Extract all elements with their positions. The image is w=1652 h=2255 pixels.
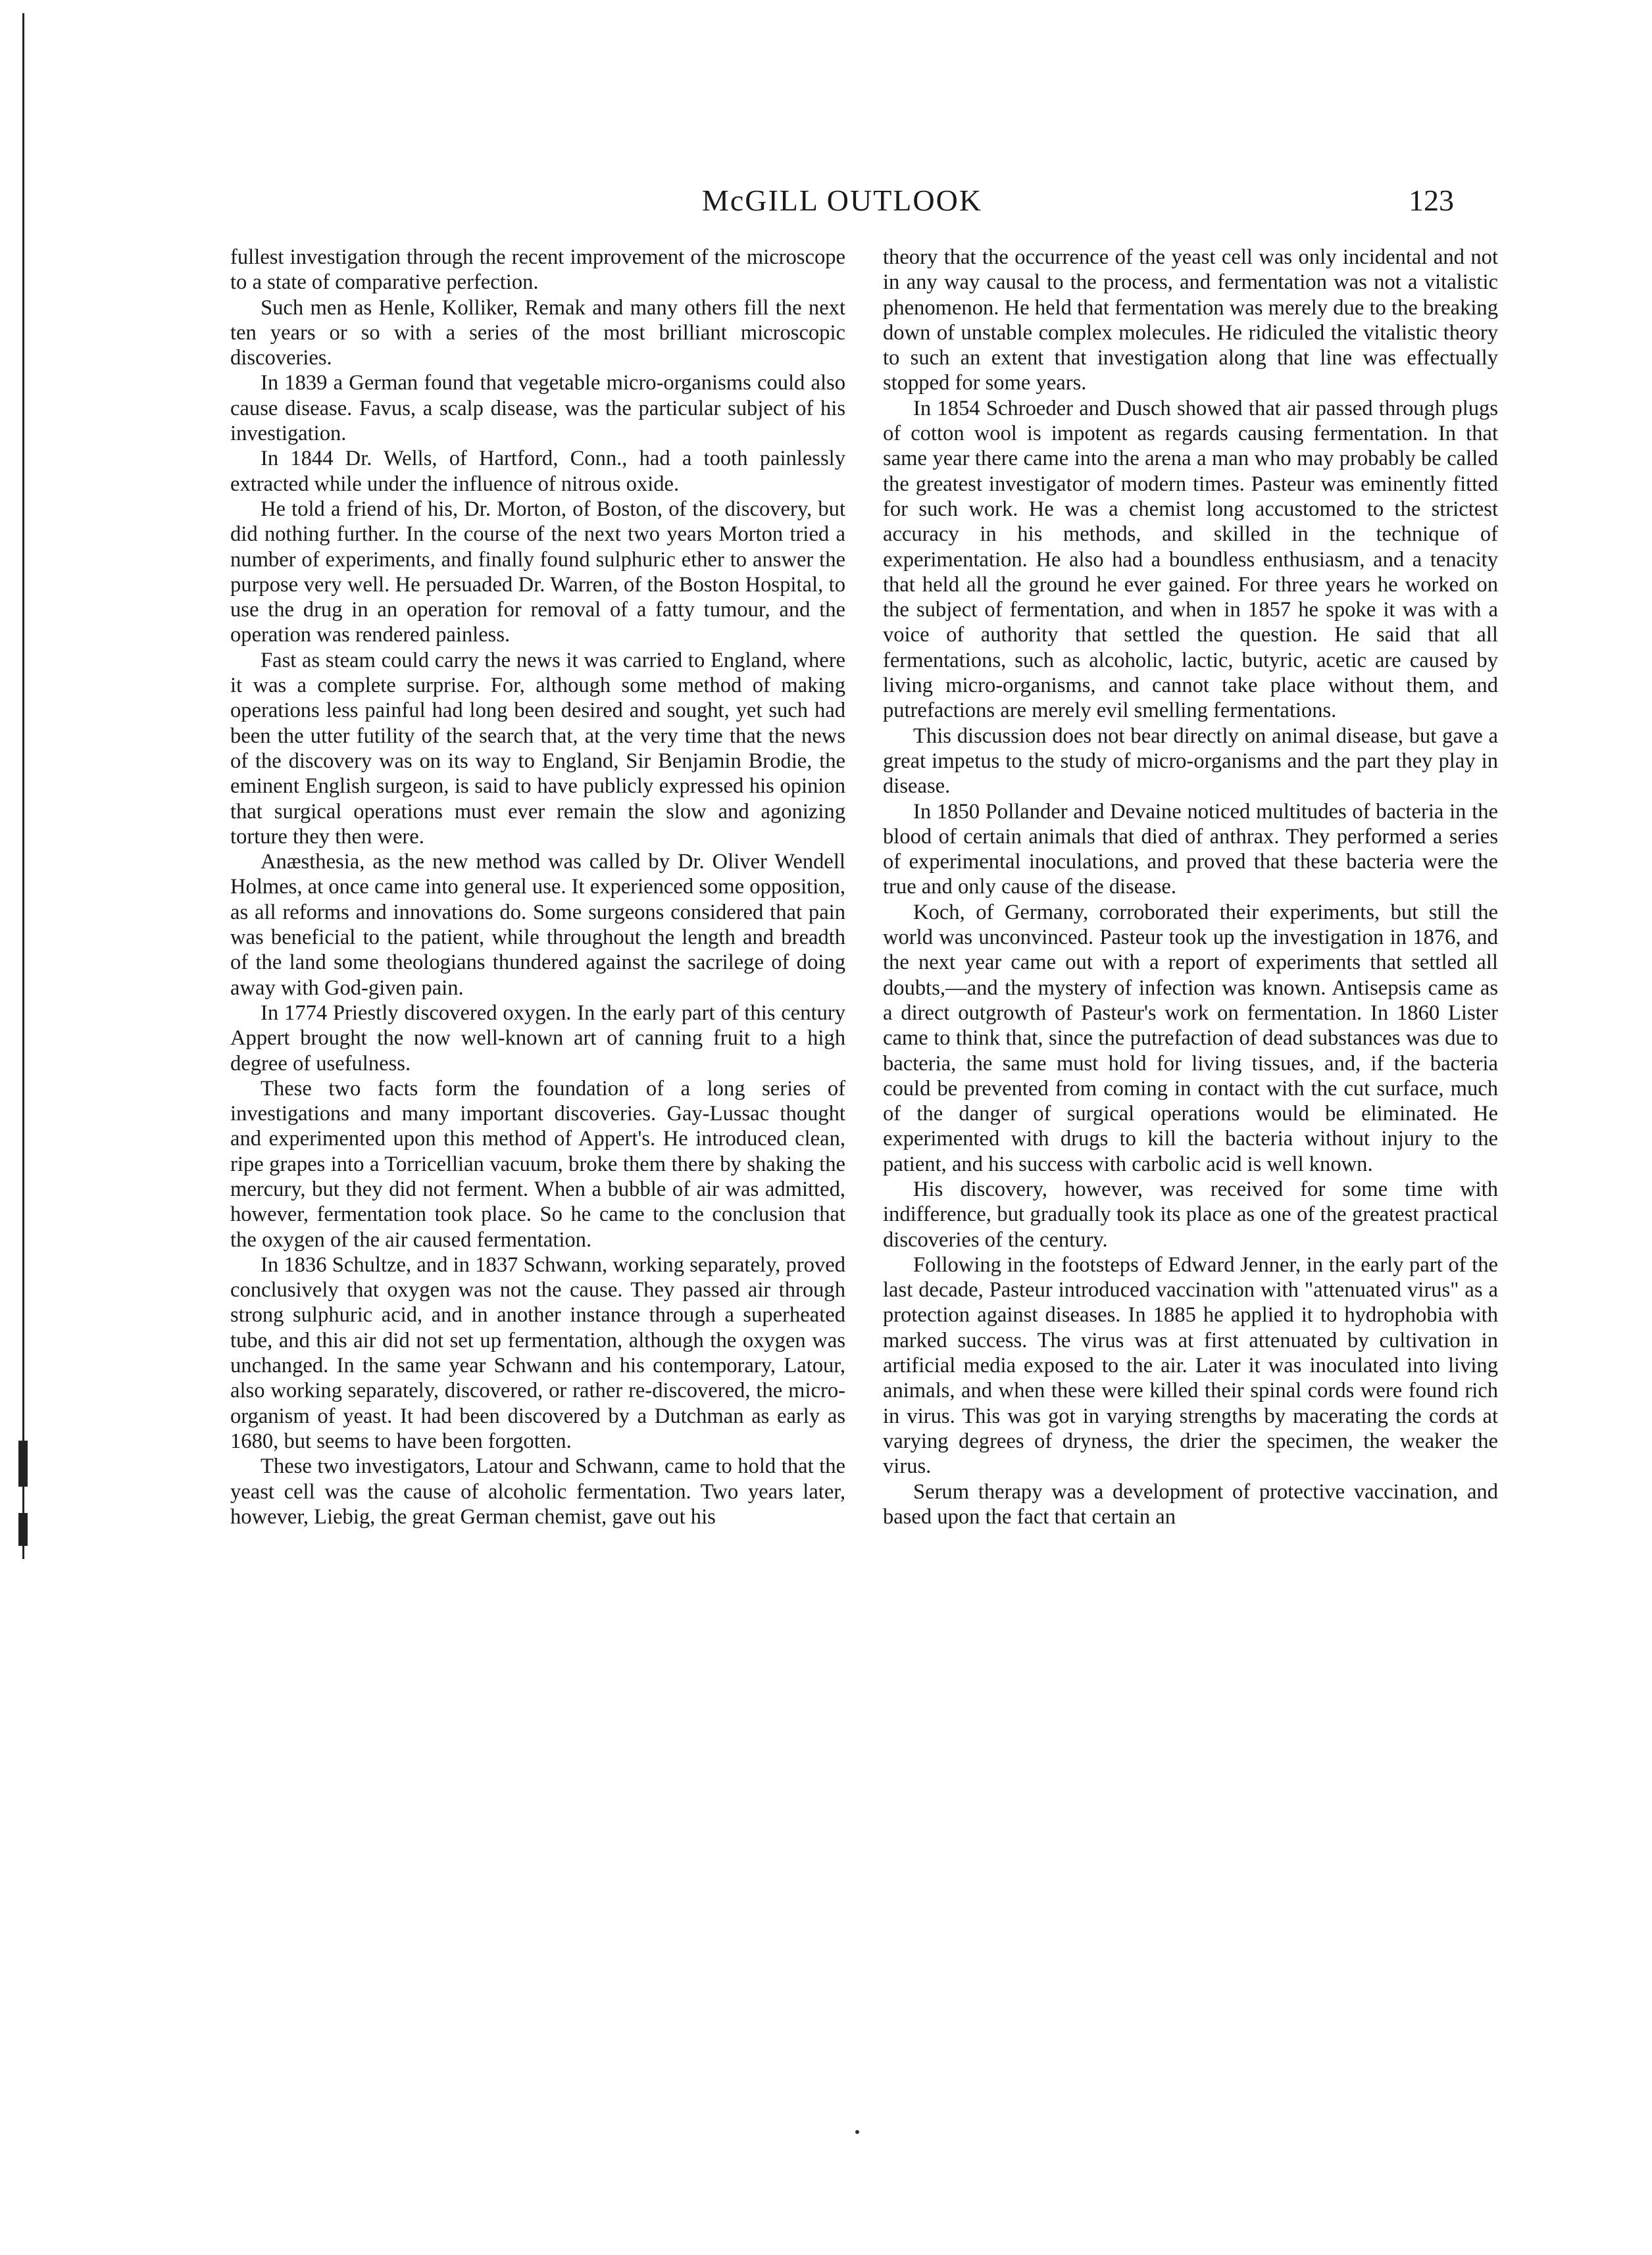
paragraph: Following in the footsteps of Edward Jenner, in the early part of the last decade, Pasteur introduced vaccination with "attenuated virus" as a protection against diseases. In 1885 he applied it to hydrophobia with marked success. The virus was at first attenuated by cultivation in artificial media exposed to the air. Later it was inoculated into living animals, and when these were killed their spinal cords were found rich in virus. This was got in varying strengths by macerating the cords at varying degrees of dryness, the drier the specimen, the weaker the virus. xyxy=(883,1252,1498,1479)
paragraph: In 1839 a German found that vegetable micro-organisms could also cause disease. Favus, a scalp disease, was the particular subject of his investigation. xyxy=(230,371,845,446)
paragraph: Anæsthesia, as the new method was called by Dr. Oliver Wendell Holmes, at once came into general use. It experienced some opposition, as all reforms and innovations do. Some surgeons considered that pain was beneficial to the patient, while throughout the length and breadth of the land some theologians thundered against the sacrilege of doing away with God-given pain. xyxy=(230,850,845,1000)
paragraph: He told a friend of his, Dr. Morton, of Boston, of the discovery, but did nothing further. In the course of the next two years Morton tried a number of experiments, and finally found sulphuric ether to answer the purpose very well. He persuaded Dr. Warren, of the Boston Hospital, to use the drug in an operation for removal of a fatty tumour, and the operation was rendered painless. xyxy=(230,497,845,647)
paragraph: This discussion does not bear directly on animal disease, but gave a great impetus to the study of micro-organisms and the part they play in disease. xyxy=(883,724,1498,799)
paragraph: Fast as steam could carry the news it was carried to England, where it was a complete surprise. For, although some method of making operations less painful had long been desired and sought, yet such had been the utter futility of the search that, at the very time that the news of the discovery was on its way to England, Sir Benjamin Brodie, the eminent English surgeon, is said to have publicly expressed his opinion that surgical operations must ever remain the slow and agonizing torture they then were. xyxy=(230,648,845,849)
paragraph: In 1836 Schultze, and in 1837 Schwann, working separately, proved conclusively that oxygen was not the cause. They passed air through strong sulphuric acid, and in another instance through a superheated tube, and this air did not set up fermentation, although the oxygen was unchanged. In the same year Schwann and his contemporary, Latour, also working separately, discovered, or rather re-discovered, the micro-organism of yeast. It had been discovered by a Dutchman as early as 1680, but seems to have been forgotten. xyxy=(230,1252,845,1453)
paragraph: Koch, of Germany, corroborated their experiments, but still the world was unconvinced. Pasteur took up the investigation in 1876, and the next year came out with a report of experiments that settled all doubts,—and the mystery of infection was known. Antisepsis came as a direct outgrowth of Pasteur's work on fermentation. In 1860 Lister came to think that, since the putrefaction of dead substances was due to bacteria, the same must hold for living tissues, and, if the bacteria could be prevented from coming in contact with the cut surface, much of the danger of surgical operations would be eliminated. He experimented with drugs to kill the bacteria without injury to the patient, and his success with carbolic acid is well known. xyxy=(883,900,1498,1176)
margin-scan-mark xyxy=(18,1441,28,1487)
margin-scan-mark xyxy=(18,1513,28,1546)
paragraph: These two facts form the foundation of a long series of investigations and many important discoveries. Gay-Lussac thought and experimented upon this method of Appert's. He introduced clean, ripe grapes into a Torricellian vacuum, broke them there by shaking the mercury, but they did not ferment. When a bubble of air was admitted, however, fermentation took place. So he came to the conclusion that the oxygen of the air caused fermentation. xyxy=(230,1076,845,1252)
paragraph: fullest investigation through the recent improvement of the microscope to a state of comparative perfection. xyxy=(230,245,845,295)
page-dot xyxy=(855,2130,859,2134)
paragraph: Such men as Henle, Kolliker, Remak and many others fill the next ten years or so with a series of the most brilliant microscopic discoveries. xyxy=(230,295,845,370)
paragraph: In 1774 Priestly discovered oxygen. In the early part of this century Appert brought the now well-known art of canning fruit to a high degree of usefulness. xyxy=(230,1001,845,1076)
left-column xyxy=(230,245,845,1529)
paragraph: Serum therapy was a development of protective vaccination, and based upon the fact that certain an xyxy=(883,1479,1498,1529)
page-number: 123 xyxy=(1409,184,1454,217)
paragraph: His discovery, however, was received for some time with indifference, but gradually took its place as one of the greatest practical discoveries of the century. xyxy=(883,1177,1498,1252)
right-column xyxy=(883,245,1498,1529)
paragraph: These two investigators, Latour and Schwann, came to hold that the yeast cell was the cause of alcoholic fermentation. Two years later, however, Liebig, the great German chemist, gave out his xyxy=(230,1454,845,1529)
margin-scan-line xyxy=(22,13,24,1559)
paragraph: In 1850 Pollander and Devaine noticed multitudes of bacteria in the blood of certain animals that died of anthrax. They performed a series of experimental inoculations, and proved that these bacteria were the true and only cause of the disease. xyxy=(883,799,1498,899)
paragraph: In 1844 Dr. Wells, of Hartford, Conn., had a tooth painlessly extracted while under the influence of nitrous oxide. xyxy=(230,447,845,496)
journal-title: McGILL OUTLOOK xyxy=(701,184,983,217)
paragraph: In 1854 Schroeder and Dusch showed that air passed through plugs of cotton wool is impotent as regards causing fermentation. In that same year there came into the arena a man who may probably be called the greatest investigator of modern times. Pasteur was eminently fitted for such work. He was a chemist long accustomed to the strictest accuracy in his methods, and skilled in the technique of experimentation. He also had a boundless enthusiasm, and a tenacity that held all the ground he ever gained. For three years he worked on the subject of fermentation, and when in 1857 he spoke it was with a voice of authority that settled the question. He said that all fermentations, such as alcoholic, lactic, butyric, acetic are caused by living micro-organisms, and cannot take place without them, and putrefactions are merely evil smelling fermentations. xyxy=(883,396,1498,723)
page-header xyxy=(230,183,1454,222)
paragraph: theory that the occurrence of the yeast cell was only incidental and not in any way causal to the process, and fermentation was not a vitalistic phenomenon. He held that fermentation was merely due to the breaking down of unstable complex molecules. He ridiculed the vitalistic theory to such an extent that investigation along that line was effectually stopped for some years. xyxy=(883,245,1498,395)
